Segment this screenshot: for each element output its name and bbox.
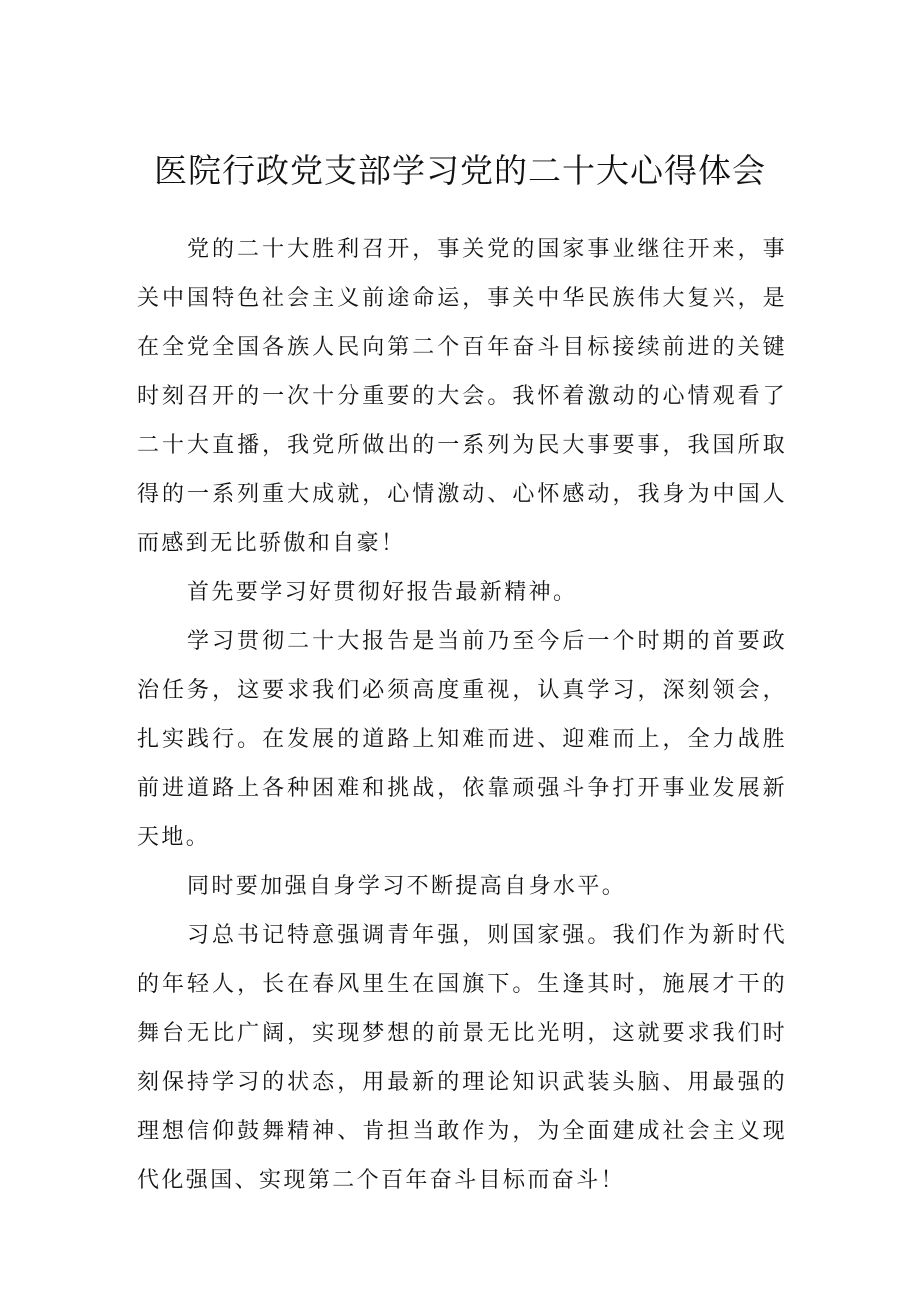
paragraph-4: 同时要加强自身学习不断提高自身水平。: [187, 874, 627, 899]
paragraph-1: 党的二十大胜利召开，事关党的国家事业继往开来，事关中国特色社会主义前途命运，事关中华民族伟大复兴，是在全党全国各族人民向第二个百年奋斗目标接续前进的关键时刻召开的一次十分重要的大会。我怀着激动的心情观看了二十大直播，我党所做出的一系列为民大事要事，我国所取得的一系列重大成就，心情激动、心怀感动，我身为中国人而感到无比骄傲和自豪！: [137, 237, 787, 556]
document-title: 医院行政党支部学习党的二十大心得体会: [154, 151, 766, 190]
document-body: [137, 225, 787, 1205]
paragraph-3: 学习贯彻二十大报告是当前乃至今后一个时期的首要政治任务，这要求我们必须高度重视，认真学习，深刻领会，扎实践行。在发展的道路上知难而进、迎难而上，全力战胜前进道路上各种困难和挑战，依靠顽强斗争打开事业发展新天地。: [137, 629, 787, 850]
paragraph-2: 首先要学习好贯彻好报告最新精神。: [187, 580, 578, 605]
paragraph-5: 习总书记特意强调青年强，则国家强。我们作为新时代的年轻人，长在春风里生在国旗下。生逢其时，施展才干的舞台无比广阔，实现梦想的前景无比光明，这就要求我们时刻保持学习的状态，用最新的理论知识武装头脑、用最强的理想信仰鼓舞精神、肯担当敢作为，为全面建成社会主义现代化强国、实现第二个百年奋斗目标而奋斗！: [137, 923, 787, 1193]
